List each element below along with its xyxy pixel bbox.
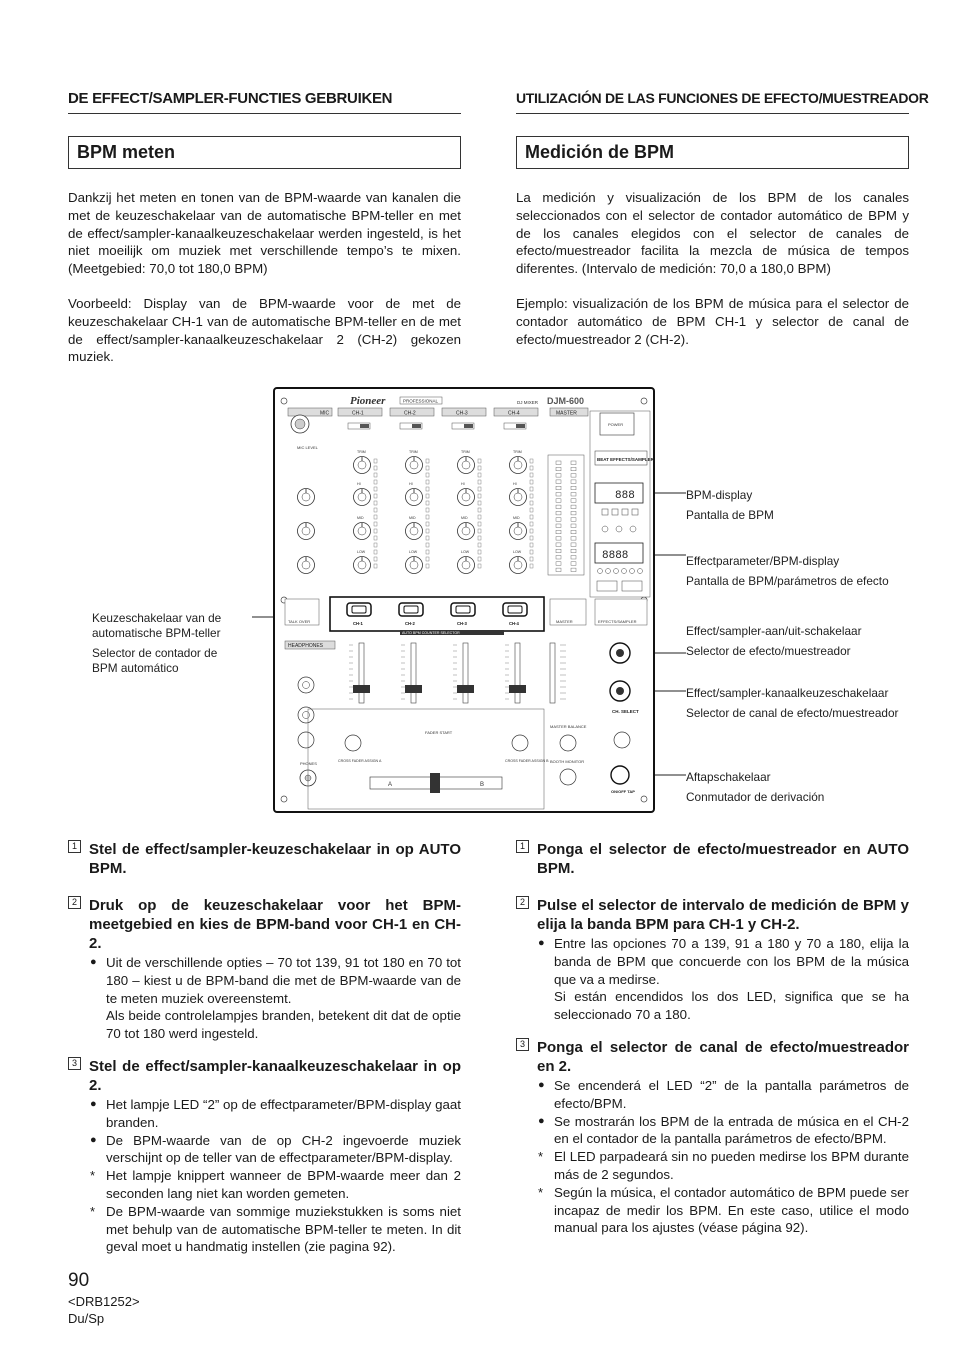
steps-du bbox=[68, 840, 461, 1256]
step-bullet: ● Se mostrarán los BPM de la entrada de música en el CH-2 en el contador de la pantalla parámetros de efecto/BPM. bbox=[538, 1113, 909, 1147]
tap-button[interactable] bbox=[611, 766, 629, 784]
svg-text:EFFECTS/SAMPLER: EFFECTS/SAMPLER bbox=[598, 619, 637, 624]
svg-text:B: B bbox=[480, 782, 485, 788]
svg-text:HEADPHONES: HEADPHONES bbox=[288, 643, 324, 649]
cross-fader-knob bbox=[430, 773, 440, 793]
channel-fader[interactable] bbox=[515, 643, 520, 703]
svg-text:PROFESSIONAL: PROFESSIONAL bbox=[403, 398, 439, 404]
svg-text:MIC LEVEL: MIC LEVEL bbox=[297, 445, 318, 450]
step-bullet: * El LED parpadeará sin no pueden medirse los BPM durante más de 2 segundos. bbox=[538, 1149, 909, 1182]
step-bullet: ● De BPM-waarde van de op CH-2 ingevoerde muziek verschijnt op de teller van de effectparameter/BPM-display. bbox=[90, 1132, 461, 1166]
doc-code: <DRB1252> bbox=[68, 1294, 140, 1309]
step bbox=[516, 896, 909, 1024]
step-number: 2 bbox=[516, 896, 529, 909]
step-bullet: * Het lampje knippert wanneer de BPM-waarde meer dan 2 seconden lang niet kan worden gemeten. bbox=[90, 1168, 461, 1201]
title-box-du bbox=[68, 136, 461, 169]
step-bullet: ● Entre las opciones 70 a 139, 91 a 180 y 70 a 180, elija la banda de BPM que concuerde con los BPM de la música que va a medirse. bbox=[538, 936, 909, 987]
svg-text:DJ MIXER: DJ MIXER bbox=[517, 400, 539, 405]
step-title: 3 Ponga el selector de canal de efecto/muestreador en 2. bbox=[516, 1038, 909, 1076]
knob-label: MID bbox=[513, 516, 520, 520]
callout-bpm-display: BPM-display Pantalla de BPM bbox=[686, 488, 774, 522]
step-bullet: Als beide controlelampjes branden, betekent dit dat de optie 70 tot 180 werd ingesteld. bbox=[106, 1008, 461, 1042]
knob-label: TRIM bbox=[409, 450, 418, 454]
fader-knob bbox=[509, 685, 526, 693]
step-title: 1 Stel de effect/sampler-keuzeschakelaar in op AUTO BPM. bbox=[68, 840, 461, 878]
section-heading-du: DE EFFECT/SAMPLER-FUNCTIES GEBRUIKEN bbox=[68, 90, 393, 107]
level-meter bbox=[548, 455, 584, 575]
effect-parameter-digits: 8888 bbox=[602, 550, 629, 562]
svg-text:BEAT EFFECTS/SAMPLER: BEAT EFFECTS/SAMPLER bbox=[597, 457, 654, 462]
knob-label: LOW bbox=[357, 550, 366, 554]
page-title-sp: Medición de BPM bbox=[525, 142, 675, 162]
channel-select-label: CH-3 bbox=[457, 621, 467, 626]
svg-text:MASTER: MASTER bbox=[556, 619, 573, 624]
step-title: 2 Druk op de keuzeschakelaar voor het BPM-meetgebied en kies de BPM-band voor CH-1 en CH-2. bbox=[68, 896, 461, 953]
knob-label: TRIM bbox=[461, 450, 470, 454]
callout-auto-bpm-selector: Keuzeschakelaar van de automatische BPM-teller Selector de contador de BPM automático bbox=[92, 611, 222, 675]
step-number: 1 bbox=[68, 840, 81, 853]
divider bbox=[68, 113, 461, 114]
channel-label: CH-2 bbox=[404, 410, 416, 417]
model-name: DJM-600 bbox=[547, 396, 585, 406]
step-bullet: ● Het lampje LED “2” op de effectparameter/BPM-display gaat branden. bbox=[90, 1096, 461, 1130]
knob-label: LOW bbox=[461, 550, 470, 554]
svg-text:ON/OFF TAP: ON/OFF TAP bbox=[611, 789, 635, 794]
svg-text:CROSS FADER ASSIGN A: CROSS FADER ASSIGN A bbox=[338, 759, 382, 763]
step-number: 3 bbox=[68, 1057, 81, 1070]
brand-logo: Pioneer bbox=[350, 395, 386, 407]
callout-tap-switch: Aftapschakelaar Conmutador de derivación bbox=[686, 770, 825, 804]
steps-sp bbox=[516, 840, 909, 1237]
step bbox=[68, 840, 461, 878]
svg-text:MIC: MIC bbox=[320, 410, 330, 417]
step-bullet: ● Uit de verschillende opties – 70 tot 139, 91 tot 180 en 70 tot 180 – kiest u de BPM-band die met de BPM-waarde van de te meten muziek overeenstemt. bbox=[90, 955, 461, 1006]
step-bullet: * De BPM-waarde van sommige muziekstukken is soms niet met behulp van de automatische BPM-teller te meten. In dit geval moet u handmatig instellen (zie pagina 92). bbox=[90, 1203, 461, 1255]
page-title-du: BPM meten bbox=[77, 142, 176, 162]
callout-effect-on-off: Effect/sampler-aan/uit-schakelaar Selector de efecto/muestreador bbox=[686, 624, 862, 658]
channel-fader[interactable] bbox=[463, 643, 468, 703]
channel-label: CH-1 bbox=[352, 410, 364, 417]
step-title: 2 Pulse el selector de intervalo de medición de BPM y elija la banda BPM para CH-1 y CH-2. bbox=[516, 896, 909, 934]
step-bullet: Si están encendidos los dos LED, significa que se ha seleccionado 70 a 180. bbox=[554, 989, 909, 1023]
svg-text:MASTER: MASTER bbox=[556, 410, 577, 417]
knob-label: MID bbox=[357, 516, 364, 520]
svg-text:PHONES: PHONES bbox=[300, 761, 317, 766]
title-box-sp bbox=[516, 136, 909, 169]
knob-label: MID bbox=[461, 516, 468, 520]
intro-paragraph-sp: La medición y visualización de los BPM de los canales seleccionados con el selector de contador automático de BPM y de los canales elegidos con el selector de canales de efecto/muestreador facilita la mezcla de música de tempos diferentes. (Intervalo de medición: 70,0 a 180,0 BPM) bbox=[516, 190, 909, 277]
channel-fader[interactable] bbox=[359, 643, 364, 703]
fader-knob bbox=[457, 685, 474, 693]
knob-label: LOW bbox=[513, 550, 522, 554]
language-code: Du/Sp bbox=[68, 1311, 105, 1326]
knob-label: HI bbox=[357, 482, 361, 486]
step bbox=[68, 1057, 461, 1256]
svg-text:FADER START: FADER START bbox=[425, 730, 453, 735]
svg-text:BOOTH MONITOR: BOOTH MONITOR bbox=[550, 759, 585, 764]
knob-label: TRIM bbox=[513, 450, 522, 454]
channel-select-label: CH-1 bbox=[353, 621, 363, 626]
channel-select-label: CH-2 bbox=[405, 621, 415, 626]
page-number: 90 bbox=[68, 1270, 90, 1291]
step bbox=[516, 1038, 909, 1237]
svg-text:POWER: POWER bbox=[608, 422, 624, 427]
svg-text:CROSS FADER ASSIGN B: CROSS FADER ASSIGN B bbox=[505, 759, 549, 763]
knob-label: MID bbox=[409, 516, 416, 520]
channel-select-label: CH-4 bbox=[509, 621, 519, 626]
bpm-display-digits: 888 bbox=[615, 490, 635, 502]
step-title: 3 Stel de effect/sampler-kanaalkeuzeschakelaar in op 2. bbox=[68, 1057, 461, 1095]
step bbox=[68, 896, 461, 1043]
knob-icon bbox=[298, 732, 314, 748]
step-bullet: ● Se encenderá el LED “2” de la pantalla parámetros de efecto/BPM. bbox=[538, 1077, 909, 1111]
knob-label: LOW bbox=[409, 550, 418, 554]
knob-label: HI bbox=[513, 482, 517, 486]
knob-label: TRIM bbox=[357, 450, 366, 454]
headphone-knobs bbox=[298, 677, 314, 748]
fader-knob bbox=[405, 685, 422, 693]
step-number: 3 bbox=[516, 1038, 529, 1051]
intro-paragraph-du: Dankzij het meten en tonen van de BPM-waarde van kanalen die met de keuzeschakelaar van de automatische BPM-teller en met de effect/sampler-kanaalkeuzeschakelaar werden ingesteld, is het niet moeilijk om muziek met verschillende tempo’s te mixen. (Meetgebied: 70,0 tot 180,0 BPM) bbox=[68, 190, 461, 277]
svg-text:CH. SELECT: CH. SELECT bbox=[612, 709, 639, 714]
knob-label: HI bbox=[461, 482, 465, 486]
fader-knob bbox=[353, 685, 370, 693]
step-title: 1 Ponga el selector de efecto/muestreador en AUTO BPM. bbox=[516, 840, 909, 878]
channel-label: CH-3 bbox=[456, 410, 468, 417]
divider bbox=[516, 113, 909, 114]
channel-fader[interactable] bbox=[411, 643, 416, 703]
example-paragraph-du: Voorbeeld: Display van de BPM-waarde voor de met de keuzeschakelaar CH-1 van de automatische BPM-teller en de met de effect/sampler-kanaalkeuzeschakelaar 2 (CH-2) gekozen muziek. bbox=[68, 296, 461, 365]
step bbox=[516, 840, 909, 878]
callout-effect-bpm-display: Effectparameter/BPM-display Pantalla de BPM/parámetros de efecto bbox=[686, 554, 889, 588]
step-bullet: * Según la música, el contador automático de BPM puede ser incapaz de medir los BPM. En este caso, utilice el modo manual para los ajustes (véase página 92). bbox=[538, 1184, 909, 1236]
channel-label: CH-4 bbox=[508, 410, 520, 417]
svg-text:AUTO BPM COUNTER SELECTOR: AUTO BPM COUNTER SELECTOR bbox=[402, 631, 460, 636]
svg-text:TALK OVER: TALK OVER bbox=[288, 619, 311, 624]
step-number: 2 bbox=[68, 896, 81, 909]
svg-text:MASTER BALANCE: MASTER BALANCE bbox=[550, 724, 587, 729]
step-number: 1 bbox=[516, 840, 529, 853]
callout-effect-channel-select: Effect/sampler-kanaalkeuzeschakelaar Selector de canal de efecto/muestreador bbox=[686, 686, 899, 720]
knob-label: HI bbox=[409, 482, 413, 486]
svg-text:A: A bbox=[388, 782, 393, 788]
mixer-illustration bbox=[250, 385, 690, 815]
section-heading-sp: UTILIZACIÓN DE LAS FUNCIONES DE EFECTO/MUESTREADOR bbox=[516, 90, 929, 106]
example-paragraph-sp: Ejemplo: visualización de los BPM de música para el selector de contador automático de BPM CH-1 y selector de canal de efecto/muestreador 2 (CH-2). bbox=[516, 296, 909, 347]
